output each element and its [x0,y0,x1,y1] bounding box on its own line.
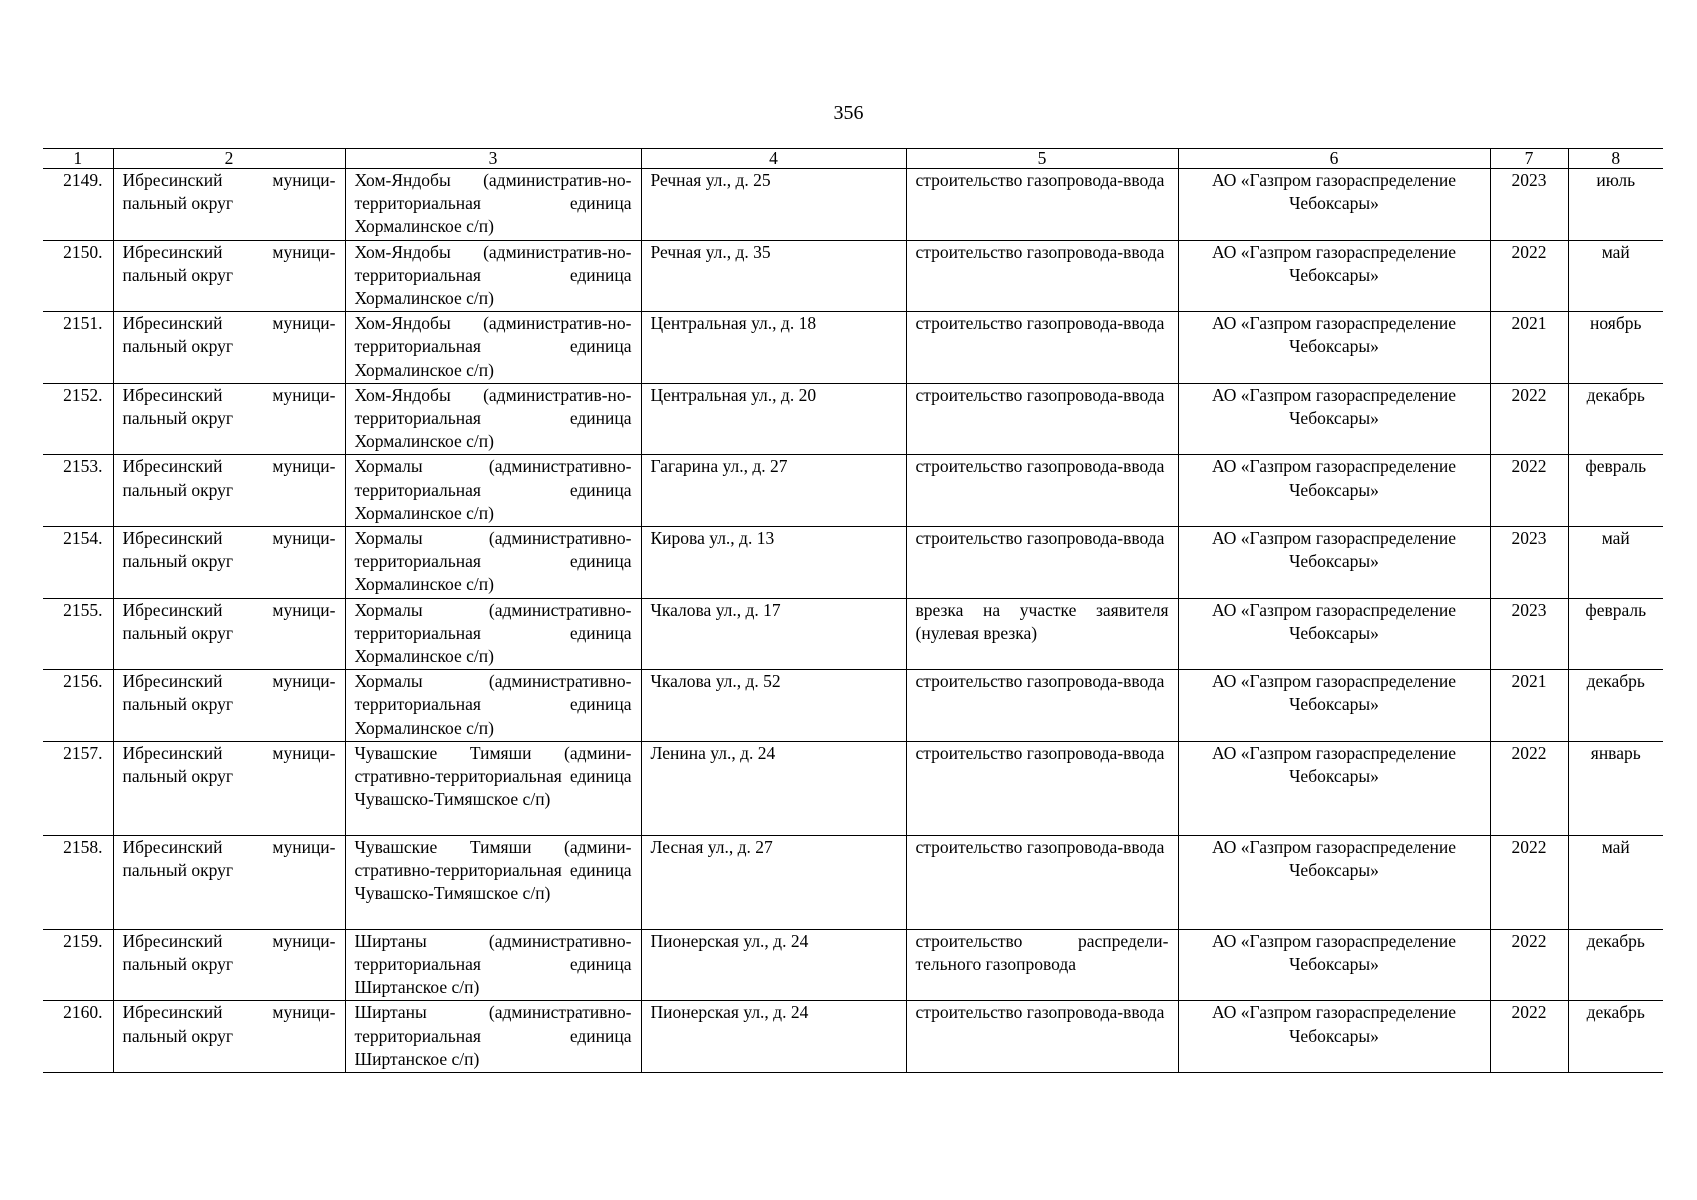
column-header: 1 [43,149,113,169]
row-number: 2160. [43,1001,113,1073]
month-cell: январь [1568,741,1663,835]
table-body [43,169,1663,1073]
work-type-cell: строительство газопровода-ввода [906,383,1178,455]
table-row [43,169,1663,241]
column-header: 8 [1568,149,1663,169]
locality-cell: Хом-Яндобы (административ-но-территориальная единица Хормалинское с/п) [345,169,641,241]
row-number: 2158. [43,835,113,929]
organization-cell: АО «Газпром газораспределение Чебоксары» [1178,169,1490,241]
year-cell: 2022 [1490,741,1568,835]
table-row [43,527,1663,599]
address-cell: Ленина ул., д. 24 [641,741,906,835]
row-number: 2156. [43,670,113,742]
district-cell: Ибресинский муници-пальный округ [113,455,345,527]
organization-cell: АО «Газпром газораспределение Чебоксары» [1178,741,1490,835]
table-row [43,1001,1663,1073]
year-cell: 2021 [1490,312,1568,384]
header-row [43,149,1663,169]
year-cell: 2022 [1490,240,1568,312]
address-cell: Пионерская ул., д. 24 [641,1001,906,1073]
column-header: 7 [1490,149,1568,169]
month-cell: декабрь [1568,670,1663,742]
work-type-cell: строительство газопровода-ввода [906,741,1178,835]
column-header: 6 [1178,149,1490,169]
address-cell: Кирова ул., д. 13 [641,527,906,599]
locality-cell: Хормалы (административно-территориальная единица Хормалинское с/п) [345,527,641,599]
table-row [43,741,1663,835]
organization-cell: АО «Газпром газораспределение Чебоксары» [1178,455,1490,527]
table-row [43,240,1663,312]
row-number: 2152. [43,383,113,455]
month-cell: май [1568,835,1663,929]
district-cell: Ибресинский муници-пальный округ [113,383,345,455]
year-cell: 2022 [1490,383,1568,455]
table-row [43,455,1663,527]
organization-cell: АО «Газпром газораспределение Чебоксары» [1178,835,1490,929]
locality-cell: Хормалы (административно-территориальная единица Хормалинское с/п) [345,670,641,742]
locality-cell: Хом-Яндобы (административ-но-территориальная единица Хормалинское с/п) [345,240,641,312]
address-cell: Центральная ул., д. 18 [641,312,906,384]
table-row [43,312,1663,384]
address-cell: Чкалова ул., д. 17 [641,598,906,670]
row-number: 2155. [43,598,113,670]
table-row [43,835,1663,929]
work-type-cell: строительство газопровода-ввода [906,455,1178,527]
work-type-cell: строительство газопровода-ввода [906,240,1178,312]
organization-cell: АО «Газпром газораспределение Чебоксары» [1178,240,1490,312]
row-number: 2150. [43,240,113,312]
locality-cell: Ширтаны (административно-территориальная единица Ширтанское с/п) [345,929,641,1001]
address-cell: Пионерская ул., д. 24 [641,929,906,1001]
row-number: 2153. [43,455,113,527]
work-type-cell: строительство распредели-тельного газопровода [906,929,1178,1001]
locality-cell: Ширтаны (административно-территориальная единица Ширтанское с/п) [345,1001,641,1073]
district-cell: Ибресинский муници-пальный округ [113,670,345,742]
district-cell: Ибресинский муници-пальный округ [113,240,345,312]
year-cell: 2023 [1490,598,1568,670]
address-cell: Центральная ул., д. 20 [641,383,906,455]
work-type-cell: строительство газопровода-ввода [906,312,1178,384]
column-header: 2 [113,149,345,169]
row-number: 2154. [43,527,113,599]
district-cell: Ибресинский муници-пальный округ [113,1001,345,1073]
year-cell: 2021 [1490,670,1568,742]
month-cell: декабрь [1568,383,1663,455]
address-cell: Лесная ул., д. 27 [641,835,906,929]
organization-cell: АО «Газпром газораспределение Чебоксары» [1178,670,1490,742]
locality-cell: Хом-Яндобы (административ-но-территориальная единица Хормалинское с/п) [345,383,641,455]
district-cell: Ибресинский муници-пальный округ [113,741,345,835]
work-type-cell: строительство газопровода-ввода [906,527,1178,599]
work-type-cell: строительство газопровода-ввода [906,169,1178,241]
address-cell: Речная ул., д. 35 [641,240,906,312]
organization-cell: АО «Газпром газораспределение Чебоксары» [1178,1001,1490,1073]
column-header: 4 [641,149,906,169]
district-cell: Ибресинский муници-пальный округ [113,835,345,929]
locality-cell: Хормалы (административно-территориальная единица Хормалинское с/п) [345,455,641,527]
gas-works-table [43,148,1663,1073]
locality-cell: Чувашские Тимяши (админи-стративно-территориальная единица Чувашско-Тимяшское с/п) [345,741,641,835]
district-cell: Ибресинский муници-пальный округ [113,312,345,384]
month-cell: июль [1568,169,1663,241]
organization-cell: АО «Газпром газораспределение Чебоксары» [1178,312,1490,384]
locality-cell: Хом-Яндобы (административ-но-территориальная единица Хормалинское с/п) [345,312,641,384]
month-cell: февраль [1568,455,1663,527]
work-type-cell: строительство газопровода-ввода [906,670,1178,742]
row-number: 2149. [43,169,113,241]
year-cell: 2022 [1490,1001,1568,1073]
page-number: 356 [833,102,864,124]
work-type-cell: врезка на участке заявителя (нулевая врезка) [906,598,1178,670]
year-cell: 2022 [1490,835,1568,929]
column-header: 5 [906,149,1178,169]
year-cell: 2023 [1490,169,1568,241]
table-row [43,598,1663,670]
district-cell: Ибресинский муници-пальный округ [113,527,345,599]
table-row [43,670,1663,742]
row-number: 2157. [43,741,113,835]
locality-cell: Чувашские Тимяши (админи-стративно-территориальная единица Чувашско-Тимяшское с/п) [345,835,641,929]
month-cell: ноябрь [1568,312,1663,384]
organization-cell: АО «Газпром газораспределение Чебоксары» [1178,527,1490,599]
organization-cell: АО «Газпром газораспределение Чебоксары» [1178,598,1490,670]
month-cell: май [1568,527,1663,599]
address-cell: Чкалова ул., д. 52 [641,670,906,742]
work-type-cell: строительство газопровода-ввода [906,1001,1178,1073]
address-cell: Гагарина ул., д. 27 [641,455,906,527]
organization-cell: АО «Газпром газораспределение Чебоксары» [1178,383,1490,455]
month-cell: февраль [1568,598,1663,670]
month-cell: декабрь [1568,929,1663,1001]
district-cell: Ибресинский муници-пальный округ [113,598,345,670]
year-cell: 2022 [1490,929,1568,1001]
table-row [43,383,1663,455]
year-cell: 2023 [1490,527,1568,599]
month-cell: декабрь [1568,1001,1663,1073]
table-row [43,929,1663,1001]
locality-cell: Хормалы (административно-территориальная единица Хормалинское с/п) [345,598,641,670]
column-header: 3 [345,149,641,169]
address-cell: Речная ул., д. 25 [641,169,906,241]
month-cell: май [1568,240,1663,312]
row-number: 2151. [43,312,113,384]
district-cell: Ибресинский муници-пальный округ [113,169,345,241]
row-number: 2159. [43,929,113,1001]
year-cell: 2022 [1490,455,1568,527]
organization-cell: АО «Газпром газораспределение Чебоксары» [1178,929,1490,1001]
work-type-cell: строительство газопровода-ввода [906,835,1178,929]
district-cell: Ибресинский муници-пальный округ [113,929,345,1001]
